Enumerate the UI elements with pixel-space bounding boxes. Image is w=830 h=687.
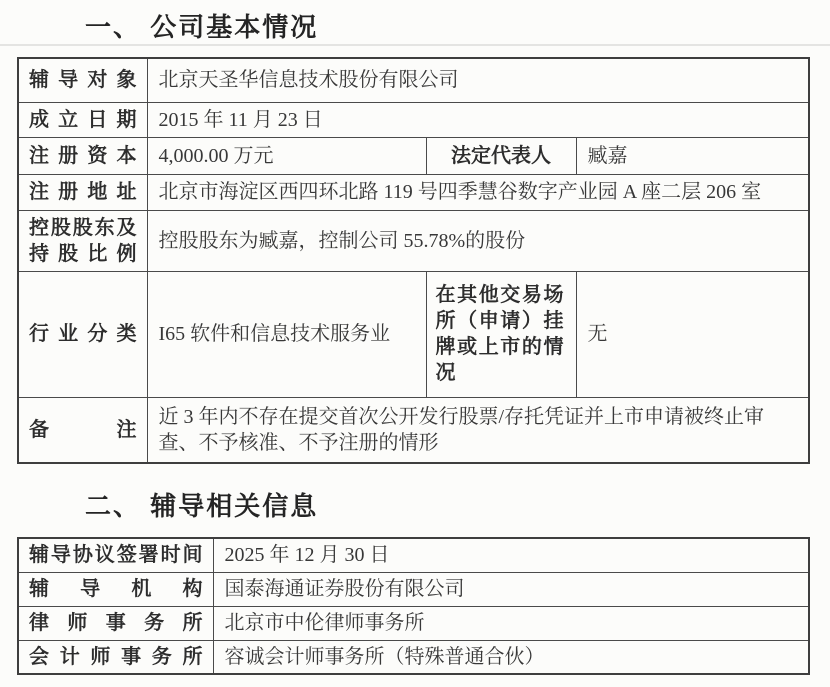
law-firm-label: 律师事务所: [18, 606, 213, 640]
remarks-label: 备注: [18, 397, 147, 463]
legal-representative-value: 臧嘉: [576, 137, 809, 174]
table-row: [18, 102, 809, 137]
registered-address-label: 注册地址: [18, 174, 147, 210]
founding-date-value: 2015 年 11 月 23 日: [147, 102, 809, 137]
counseling-target-label: 辅导对象: [18, 58, 147, 102]
table-row: [18, 58, 809, 102]
counseling-target-value: 北京天圣华信息技术股份有限公司: [147, 58, 809, 102]
section2-title: 二、 辅导相关信息: [85, 491, 319, 521]
controlling-shareholder-label: 控股股东及持股比例: [18, 210, 147, 271]
registered-capital-value: 4,000.00 万元: [147, 137, 426, 174]
counseling-institution-value: 国泰海通证券股份有限公司: [213, 572, 809, 606]
table-row: [18, 606, 809, 640]
registered-capital-label: 注册资本: [18, 137, 147, 174]
company-basic-info-table: [17, 57, 810, 464]
other-listing-status-value: 无: [576, 271, 809, 397]
registered-address-value: 北京市海淀区西四环北路 119 号四季慧谷数字产业园 A 座二层 206 室: [147, 174, 809, 210]
agreement-signing-date-value: 2025 年 12 月 30 日: [213, 538, 809, 572]
table-row: [18, 572, 809, 606]
table-row: [18, 174, 809, 210]
table-row: [18, 137, 809, 174]
industry-category-label: 行业分类: [18, 271, 147, 397]
founding-date-label: 成立日期: [18, 102, 147, 137]
table-row: [18, 640, 809, 674]
remarks-value: 近 3 年内不存在提交首次公开发行股票/存托凭证并上市申请被终止审查、不予核准、不予注册的情形: [147, 397, 809, 463]
industry-category-value: I65 软件和信息技术服务业: [147, 271, 426, 397]
section1-title: 一、 公司基本情况: [85, 12, 319, 42]
accounting-firm-value: 容诚会计师事务所（特殊普通合伙）: [213, 640, 809, 674]
other-listing-status-label: 在其他交易场所（申请）挂牌或上市的情况: [426, 271, 576, 397]
agreement-signing-date-label: 辅导协议签署时间: [18, 538, 213, 572]
table-row: [18, 210, 809, 271]
table-row: [18, 538, 809, 572]
table-row: [18, 397, 809, 463]
legal-representative-label: 法定代表人: [426, 137, 576, 174]
law-firm-value: 北京市中伦律师事务所: [213, 606, 809, 640]
accounting-firm-label: 会计师事务所: [18, 640, 213, 674]
counseling-institution-label: 辅导机构: [18, 572, 213, 606]
controlling-shareholder-value: 控股股东为臧嘉，控制公司 55.78%的股份: [147, 210, 809, 271]
scan-artifact-line: [0, 44, 830, 46]
table-row: [18, 271, 809, 397]
counseling-info-table: [17, 537, 810, 675]
